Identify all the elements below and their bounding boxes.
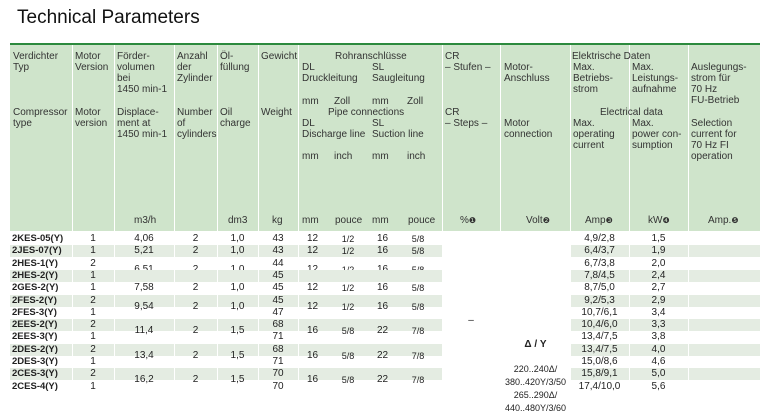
compressor-type: 2EES-3(Y) bbox=[12, 331, 58, 343]
compressor-type: 2DES-3(Y) bbox=[12, 356, 58, 367]
cell-amp: 9,2/5,3 bbox=[584, 294, 615, 306]
header-dl-de: DL Druckleitung bbox=[302, 62, 358, 84]
header-pipe-de: Rohranschlüsse bbox=[335, 51, 407, 62]
col-sep bbox=[258, 45, 259, 231]
cell-kw: 2,7 bbox=[651, 282, 666, 294]
cell-motor: 2 bbox=[90, 257, 96, 269]
info-icon: ❸ bbox=[605, 216, 613, 225]
info-icon: ❺ bbox=[731, 216, 739, 225]
cell-slin: 5/8 bbox=[411, 301, 425, 312]
table-header bbox=[10, 45, 760, 231]
cell-amp: 7,8/4,5 bbox=[584, 269, 615, 281]
cell-dl: 16 bbox=[306, 349, 319, 361]
header-motor-conn-de: Motor- Anschluss bbox=[504, 62, 550, 84]
table-row bbox=[10, 245, 760, 257]
col-sep bbox=[174, 45, 175, 231]
col-sep bbox=[298, 231, 299, 413]
unit-percent: %❶ bbox=[460, 215, 477, 226]
cell-oil: 1,0 bbox=[230, 233, 245, 244]
col-sep bbox=[72, 231, 73, 413]
cell-kg: 43 bbox=[272, 245, 284, 257]
cell-dlin: 1/2 bbox=[341, 246, 355, 257]
cell-disp: 13,4 bbox=[134, 349, 154, 361]
voltage-line: 265..290Δ/ bbox=[513, 390, 558, 400]
col-sep bbox=[442, 45, 443, 231]
cell-amp: 15,0/8,6 bbox=[581, 356, 618, 367]
compressor-type: 2EES-2(Y) bbox=[12, 319, 58, 331]
col-sep bbox=[688, 231, 689, 413]
cell-dlin: 5/8 bbox=[341, 350, 355, 361]
cr-dash: – bbox=[468, 315, 474, 326]
header-cr-de: CR – Stufen – bbox=[445, 51, 491, 73]
header-cr-en: CR – Steps – bbox=[445, 107, 488, 129]
info-icon: ❷ bbox=[542, 216, 550, 225]
header-mm-1: mm bbox=[302, 96, 319, 107]
cell-kw: 5,0 bbox=[651, 368, 666, 380]
cell-kw: 2,0 bbox=[651, 257, 666, 269]
cell-slin: 5/8 bbox=[411, 283, 425, 294]
compressor-type: 2HES-2(Y) bbox=[12, 269, 58, 281]
cell-kg: 45 bbox=[272, 269, 284, 281]
header-sel-en: Selection current for 70 Hz FI operation bbox=[691, 118, 737, 162]
col-sep bbox=[174, 231, 175, 413]
cell-cyl: 2 bbox=[192, 300, 199, 312]
cell-dlin: 1/2 bbox=[341, 283, 355, 294]
voltage-line: 440..480Y/3/60 bbox=[504, 403, 567, 413]
info-icon: ❹ bbox=[662, 216, 670, 225]
cell-amp: 10,4/6,0 bbox=[581, 319, 618, 331]
header-pipe-en: Pipe connections bbox=[328, 107, 405, 118]
cell-cyl: 2 bbox=[192, 233, 199, 244]
header-elec-de: Elektrische Daten bbox=[572, 51, 651, 62]
cell-sl: 16 bbox=[376, 245, 389, 257]
cell-sl: 16 bbox=[376, 233, 389, 244]
cell-amp: 15,8/9,1 bbox=[581, 368, 618, 380]
cell-dl: 16 bbox=[306, 325, 319, 337]
header-cylinders-en: Number of cylinders bbox=[177, 107, 217, 140]
table-row bbox=[10, 343, 760, 361]
cell-disp: 11,4 bbox=[134, 325, 154, 337]
cell-kw: 2,4 bbox=[651, 269, 666, 281]
cell-cyl: 2 bbox=[192, 245, 199, 257]
header-dl-en: DL Discharge line bbox=[302, 118, 366, 140]
cell-motor: 2 bbox=[90, 343, 96, 355]
unit-volt: Volt❷ bbox=[526, 215, 550, 226]
cell-kw: 3,3 bbox=[651, 319, 666, 331]
table-row bbox=[10, 331, 760, 343]
header-inch-1: inch bbox=[334, 151, 353, 162]
cell-cyl: 2 bbox=[192, 374, 199, 386]
cell-disp: 7,58 bbox=[134, 282, 154, 294]
table-row bbox=[10, 381, 760, 393]
header-motor-conn-en: Motor connection bbox=[504, 118, 553, 140]
cell-kw: 4,6 bbox=[651, 356, 666, 367]
cell-motor: 2 bbox=[90, 368, 96, 380]
cell-slin: 7/8 bbox=[411, 350, 425, 361]
unit-pouce-2: pouce bbox=[408, 215, 436, 226]
header-cylinders-de: Anzahl der Zylinder bbox=[177, 51, 213, 84]
cell-amp: 17,4/10,0 bbox=[578, 380, 621, 392]
cell-cyl: 2 bbox=[192, 349, 199, 361]
compressor-type: 2KES-05(Y) bbox=[12, 233, 64, 244]
cell-kg: 71 bbox=[272, 356, 284, 367]
cell-amp: 10,7/6,1 bbox=[581, 306, 618, 318]
voltage-line: 220..240Δ/ bbox=[513, 364, 558, 374]
compressor-type: 2JES-07(Y) bbox=[12, 245, 62, 257]
technical-parameters-table bbox=[10, 43, 760, 413]
cell-amp: 13,4/7,5 bbox=[581, 343, 618, 355]
cell-motor: 1 bbox=[90, 380, 96, 392]
header-weight-en: Weight bbox=[261, 107, 292, 118]
header-type-de: Verdichter Typ bbox=[13, 51, 59, 73]
cell-kg: 70 bbox=[272, 368, 284, 380]
voltage-line: 380..420Y/3/50 bbox=[504, 377, 567, 387]
cell-disp: 16,2 bbox=[134, 374, 154, 386]
cell-kg: 45 bbox=[272, 294, 284, 306]
cell-dl: 12 bbox=[306, 282, 319, 294]
cell-slin: 5/8 bbox=[411, 246, 425, 257]
cell-oil: 1,5 bbox=[230, 374, 245, 386]
cell-amp: 4,9/2,8 bbox=[584, 233, 615, 244]
cell-motor: 1 bbox=[90, 356, 96, 367]
cell-amp: 6,7/3,8 bbox=[584, 257, 615, 269]
col-sep bbox=[114, 231, 115, 413]
cell-motor: 2 bbox=[90, 294, 96, 306]
header-oil-en: Oil charge bbox=[220, 107, 251, 129]
cell-sl: 22 bbox=[376, 374, 389, 386]
cell-kw: 3,4 bbox=[651, 306, 666, 318]
unit-amp-sel: Amp.❺ bbox=[708, 215, 739, 226]
header-motor-en: Motor version bbox=[75, 107, 108, 129]
cell-kw: 3,8 bbox=[651, 331, 666, 343]
unit-amp: Amp❸ bbox=[585, 215, 613, 226]
col-sep bbox=[298, 45, 299, 231]
compressor-type: 2GES-2(Y) bbox=[12, 282, 59, 294]
unit-m3h: m3/h bbox=[134, 215, 157, 226]
header-maxpow-de: Max. Leistungs- aufnahme bbox=[632, 62, 679, 95]
col-sep bbox=[629, 231, 630, 413]
cell-amp: 8,7/5,0 bbox=[584, 282, 615, 294]
table-row bbox=[10, 270, 760, 282]
cell-oil: 1,5 bbox=[230, 325, 245, 337]
cell-kg: 68 bbox=[272, 343, 284, 355]
header-type-en: Compressor type bbox=[13, 107, 68, 129]
col-sep bbox=[570, 45, 571, 231]
header-sl-de: SL Saugleitung bbox=[372, 62, 425, 84]
table-row bbox=[10, 282, 760, 294]
unit-dm3: dm3 bbox=[228, 215, 248, 226]
cell-kg: 47 bbox=[272, 306, 284, 318]
cell-slin: 5/8 bbox=[411, 234, 425, 244]
cell-kw: 5,6 bbox=[651, 380, 666, 392]
cell-dlin: 5/8 bbox=[341, 326, 355, 337]
table-row bbox=[10, 356, 760, 368]
col-sep bbox=[217, 45, 218, 231]
header-maxcur-de: Max. Betriebs- strom bbox=[573, 62, 614, 95]
cell-amp: 6,4/3,7 bbox=[584, 245, 615, 257]
cell-dl: 16 bbox=[306, 374, 319, 386]
cell-kg: 68 bbox=[272, 319, 284, 331]
cell-dl: 12 bbox=[306, 300, 319, 312]
header-mm-2: mm bbox=[372, 96, 389, 107]
cell-sl: 16 bbox=[376, 300, 389, 312]
unit-kw: kW❹ bbox=[648, 215, 670, 226]
header-displacement-de: Förder- volumen bei 1450 min-1 bbox=[117, 51, 168, 95]
header-mm-3: mm bbox=[302, 151, 319, 162]
cell-disp: 4,06 bbox=[134, 233, 154, 244]
info-icon: ❶ bbox=[468, 216, 477, 225]
col-sep bbox=[72, 45, 73, 231]
cell-motor: 1 bbox=[90, 331, 96, 343]
delta-y: Δ / Y bbox=[524, 339, 547, 350]
cell-kg: 70 bbox=[272, 380, 284, 392]
cell-kw: 1,9 bbox=[651, 245, 666, 257]
cell-kg: 44 bbox=[272, 257, 284, 269]
cell-slin: 7/8 bbox=[411, 326, 425, 337]
unit-kg: kg bbox=[272, 215, 283, 226]
cell-motor: 1 bbox=[90, 233, 96, 244]
cell-amp: 13,4/7,5 bbox=[581, 331, 618, 343]
header-zoll-2: Zoll bbox=[407, 96, 424, 107]
cell-kw: 1,5 bbox=[651, 233, 666, 244]
cell-kg: 71 bbox=[272, 331, 284, 343]
cell-slin: 7/8 bbox=[411, 375, 425, 386]
cell-motor: 1 bbox=[90, 269, 96, 281]
col-sep bbox=[688, 45, 689, 231]
col-sep bbox=[570, 231, 571, 413]
cell-kg: 45 bbox=[272, 282, 284, 294]
cell-dl: 12 bbox=[306, 233, 319, 244]
header-maxcur-en: Max. operating current bbox=[573, 118, 615, 151]
table-row bbox=[10, 307, 760, 319]
cell-oil: 1,5 bbox=[230, 349, 245, 361]
col-sep bbox=[500, 45, 501, 231]
page-title: Technical Parameters bbox=[17, 7, 200, 28]
cell-kw: 4,0 bbox=[651, 343, 666, 355]
col-sep bbox=[258, 231, 259, 413]
header-zoll-1: Zoll bbox=[334, 96, 351, 107]
cell-sl: 22 bbox=[376, 325, 389, 337]
table-row bbox=[10, 258, 760, 270]
header-sel-de: Auslegungs- strom für 70 Hz FU-Betrieb bbox=[691, 62, 747, 106]
cell-oil: 1,0 bbox=[230, 300, 245, 312]
cell-sl: 16 bbox=[376, 282, 389, 294]
header-mm-4: mm bbox=[372, 151, 389, 162]
cell-motor: 1 bbox=[90, 282, 96, 294]
header-elec-en: Electrical data bbox=[600, 107, 663, 118]
unit-mm-2: mm bbox=[372, 215, 389, 226]
col-sep bbox=[217, 231, 218, 413]
compressor-type: 2DES-2(Y) bbox=[12, 343, 58, 355]
cell-dlin: 1/2 bbox=[341, 234, 355, 244]
col-sep bbox=[629, 45, 630, 231]
cell-kg: 43 bbox=[272, 233, 284, 244]
header-motor-de: Motor Version bbox=[75, 51, 109, 73]
cell-cyl: 2 bbox=[192, 282, 199, 294]
motor-connection-merged-cell bbox=[501, 233, 570, 413]
table-row bbox=[10, 233, 760, 245]
compressor-type: 2HES-1(Y) bbox=[12, 257, 58, 269]
header-weight-de: Gewicht bbox=[261, 51, 298, 62]
cell-oil: 1,0 bbox=[230, 282, 245, 294]
cell-oil: 1,0 bbox=[230, 245, 245, 257]
header-displacement-en: Displace- ment at 1450 min-1 bbox=[117, 107, 168, 140]
compressor-type: 2FES-3(Y) bbox=[12, 306, 57, 318]
cell-disp: 9,54 bbox=[134, 300, 154, 312]
cell-motor: 1 bbox=[90, 306, 96, 318]
header-oil-de: Öl- füllung bbox=[220, 51, 250, 73]
unit-pouce-1: pouce bbox=[335, 215, 363, 226]
cell-kw: 2,9 bbox=[651, 294, 666, 306]
compressor-type: 2FES-2(Y) bbox=[12, 294, 57, 306]
cell-motor: 2 bbox=[90, 319, 96, 331]
cell-disp: 5,21 bbox=[134, 245, 154, 257]
cell-cyl: 2 bbox=[192, 325, 199, 337]
cell-dlin: 5/8 bbox=[341, 375, 355, 386]
compressor-type: 2CES-4(Y) bbox=[12, 380, 58, 392]
cell-sl: 22 bbox=[376, 349, 389, 361]
unit-mm-1: mm bbox=[302, 215, 319, 226]
cell-motor: 1 bbox=[90, 245, 96, 257]
cr-merged-cell bbox=[442, 233, 500, 413]
cell-dl: 12 bbox=[306, 245, 319, 257]
cell-dlin: 1/2 bbox=[341, 301, 355, 312]
compressor-type: 2CES-3(Y) bbox=[12, 368, 58, 380]
col-sep bbox=[114, 45, 115, 231]
header-maxpow-en: Max. power con- sumption bbox=[632, 118, 682, 151]
header-inch-2: inch bbox=[407, 151, 426, 162]
header-sl-en: SL Suction line bbox=[372, 118, 424, 140]
